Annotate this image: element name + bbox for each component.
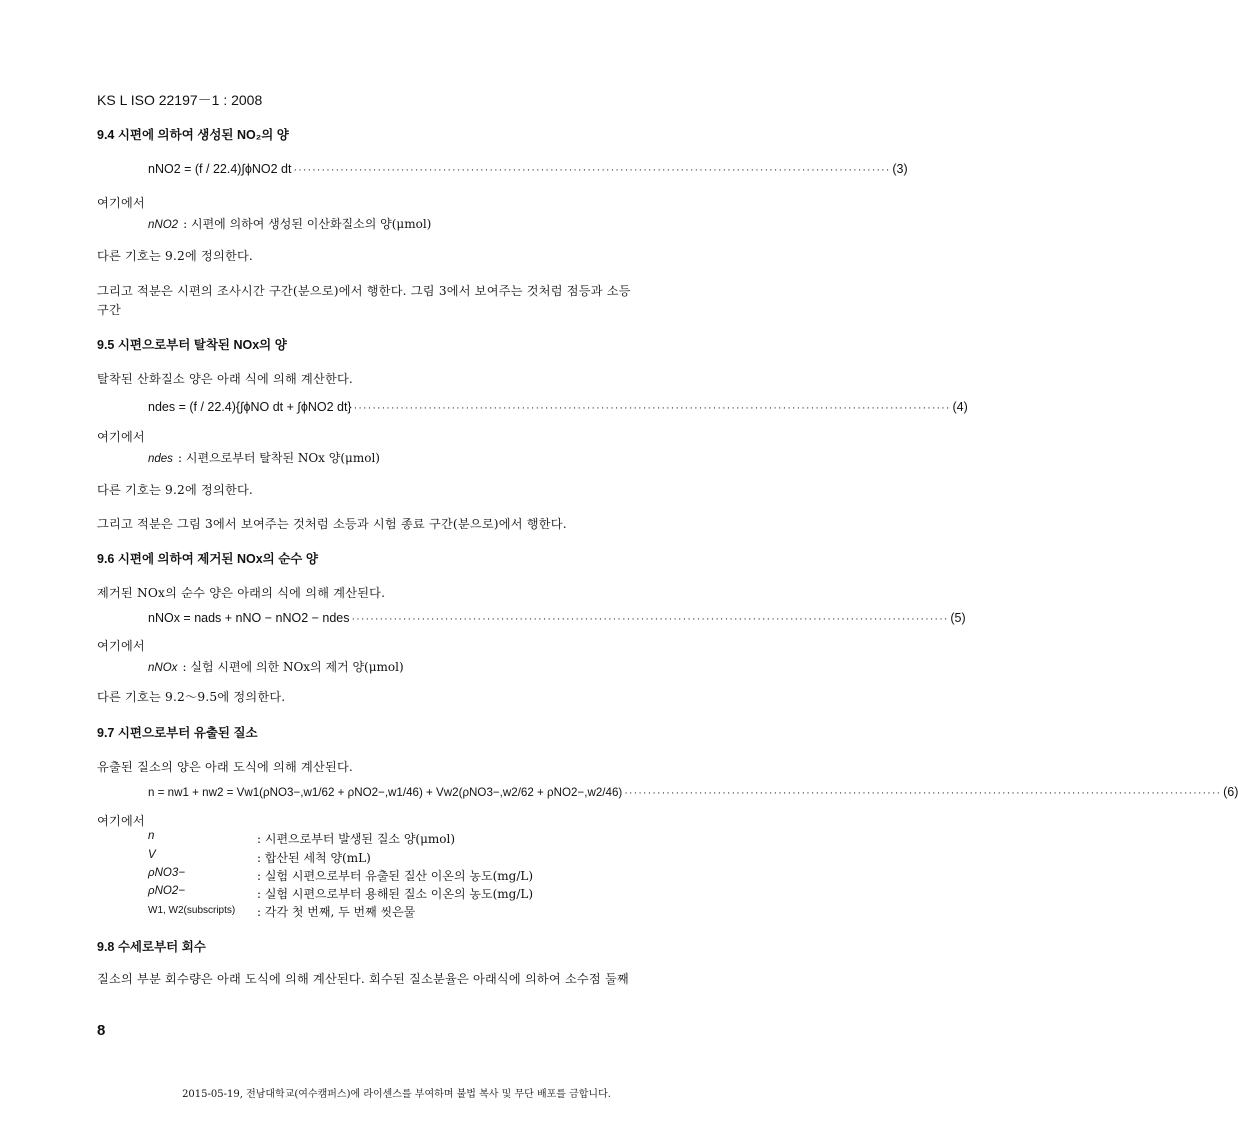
definition-text: : 실험 시편으로부터 용해된 질소 이온의 농도(mg/L)	[257, 887, 534, 901]
paragraph: 그리고 적분은 시편의 조사시간 구간(분으로)에서 행한다. 그림 3에서 보여주는 것처럼 점등과 소등	[97, 284, 631, 298]
equation-4-text: ndes = (f / 22.4){∫ϕNO dt + ∫ϕNO2 dt}	[148, 400, 352, 414]
definition-symbol: ρNO3−	[148, 867, 185, 879]
section-9-4-title: 9.4 시편에 의하여 생성된 NO₂의 양	[97, 128, 289, 142]
where-label: 여기에서	[97, 639, 145, 653]
paragraph: 질소의 부분 회수량은 아래 도식에 의해 계산된다. 회수된 질소분율은 아래식에 의하여 소수점 둘째	[97, 972, 629, 986]
definition-text: : 실험 시편에 의한 NOx의 제거 양(μmol)	[182, 660, 404, 674]
equation-3-number: (3)	[892, 162, 908, 176]
section-intro: 유출된 질소의 양은 아래 도식에 의해 계산된다.	[97, 760, 354, 774]
section-intro: 탈착된 산화질소 양은 아래 식에 의해 계산한다.	[97, 372, 354, 386]
page-number: 8	[97, 1022, 106, 1039]
equation-5	[148, 611, 966, 625]
definition-row	[148, 447, 380, 466]
equation-6	[148, 785, 1238, 799]
leader-dots: ································································································································	[293, 164, 891, 176]
other-symbols-note: 다른 기호는 9.2～9.5에 정의한다.	[97, 690, 286, 704]
paragraph: 그리고 적분은 그림 3에서 보여주는 것처럼 소등과 시험 종료 구간(분으로)에서 행한다.	[97, 517, 567, 531]
leader-dots: ································································································································	[351, 613, 949, 625]
where-label: 여기에서	[97, 430, 145, 444]
definition-text: : 각각 첫 번째, 두 번째 씻은물	[257, 905, 416, 919]
equation-5-text: nNOx = nads + nNO − nNO2 − ndes	[148, 611, 350, 625]
definition-text: : 합산된 세척 양(mL)	[257, 851, 371, 865]
leader-dots: ································································································································	[353, 402, 951, 414]
equation-4	[148, 400, 968, 414]
definition-text: : 시편으로부터 탈착된 NOx 양(μmol)	[178, 451, 380, 465]
section-9-6-title: 9.6 시편에 의하여 제거된 NOx의 순수 양	[97, 552, 318, 566]
section-9-8-title: 9.8 수세로부터 회수	[97, 940, 206, 954]
other-symbols-note: 다른 기호는 9.2에 정의한다.	[97, 483, 254, 497]
equation-4-number: (4)	[952, 400, 968, 414]
leader-dots: ································································································································	[624, 787, 1222, 799]
section-9-5-title: 9.5 시편으로부터 탈착된 NOx의 양	[97, 338, 287, 352]
definition-symbol: nNOx	[148, 662, 178, 674]
definition-symbol: ρNO2−	[148, 885, 185, 897]
definition-symbol: W1, W2(subscripts)	[148, 905, 236, 916]
equation-3-text: nNO2 = (f / 22.4)∫ϕNO2 dt	[148, 162, 292, 176]
license-footer: 2015-05-19, 전남대학교(여수캠퍼스)에 라이센스를 부여하며 불법 복사 및 무단 배포를 금합니다.	[182, 1089, 611, 1100]
where-label: 여기에서	[97, 196, 145, 210]
paragraph-continuation: 구간	[97, 303, 121, 317]
equation-5-number: (5)	[950, 611, 966, 625]
equation-3	[148, 162, 908, 176]
definition-symbol: ndes	[148, 453, 173, 465]
equation-6-text: n = nw1 + nw2 = Vw1(ρNO3−,w1/62 + ρNO2−,w1/46) + Vw2(ρNO3−,w2/62 + ρNO2−,w2/46)	[148, 786, 623, 799]
definition-text: : 실험 시편으로부터 유출된 질산 이온의 농도(mg/L)	[257, 869, 534, 883]
section-9-7-title: 9.7 시편으로부터 유출된 질소	[97, 726, 258, 740]
definition-text: : 시편에 의하여 생성된 이산화질소의 양(μmol)	[183, 217, 432, 231]
section-intro: 제거된 NOx의 순수 양은 아래의 식에 의해 계산된다.	[97, 586, 386, 600]
other-symbols-note: 다른 기호는 9.2에 정의한다.	[97, 249, 254, 263]
definition-symbol: V	[148, 849, 156, 861]
where-label: 여기에서	[97, 814, 145, 828]
definition-symbol: nNO2	[148, 219, 179, 231]
definition-text: : 시편으로부터 발생된 질소 양(μmol)	[257, 832, 456, 846]
definition-row	[148, 656, 404, 675]
definition-row	[148, 213, 431, 232]
document-header: KS L ISO 22197－1 : 2008	[97, 92, 263, 108]
definition-symbol: n	[148, 830, 155, 842]
equation-6-number: (6)	[1223, 785, 1238, 799]
